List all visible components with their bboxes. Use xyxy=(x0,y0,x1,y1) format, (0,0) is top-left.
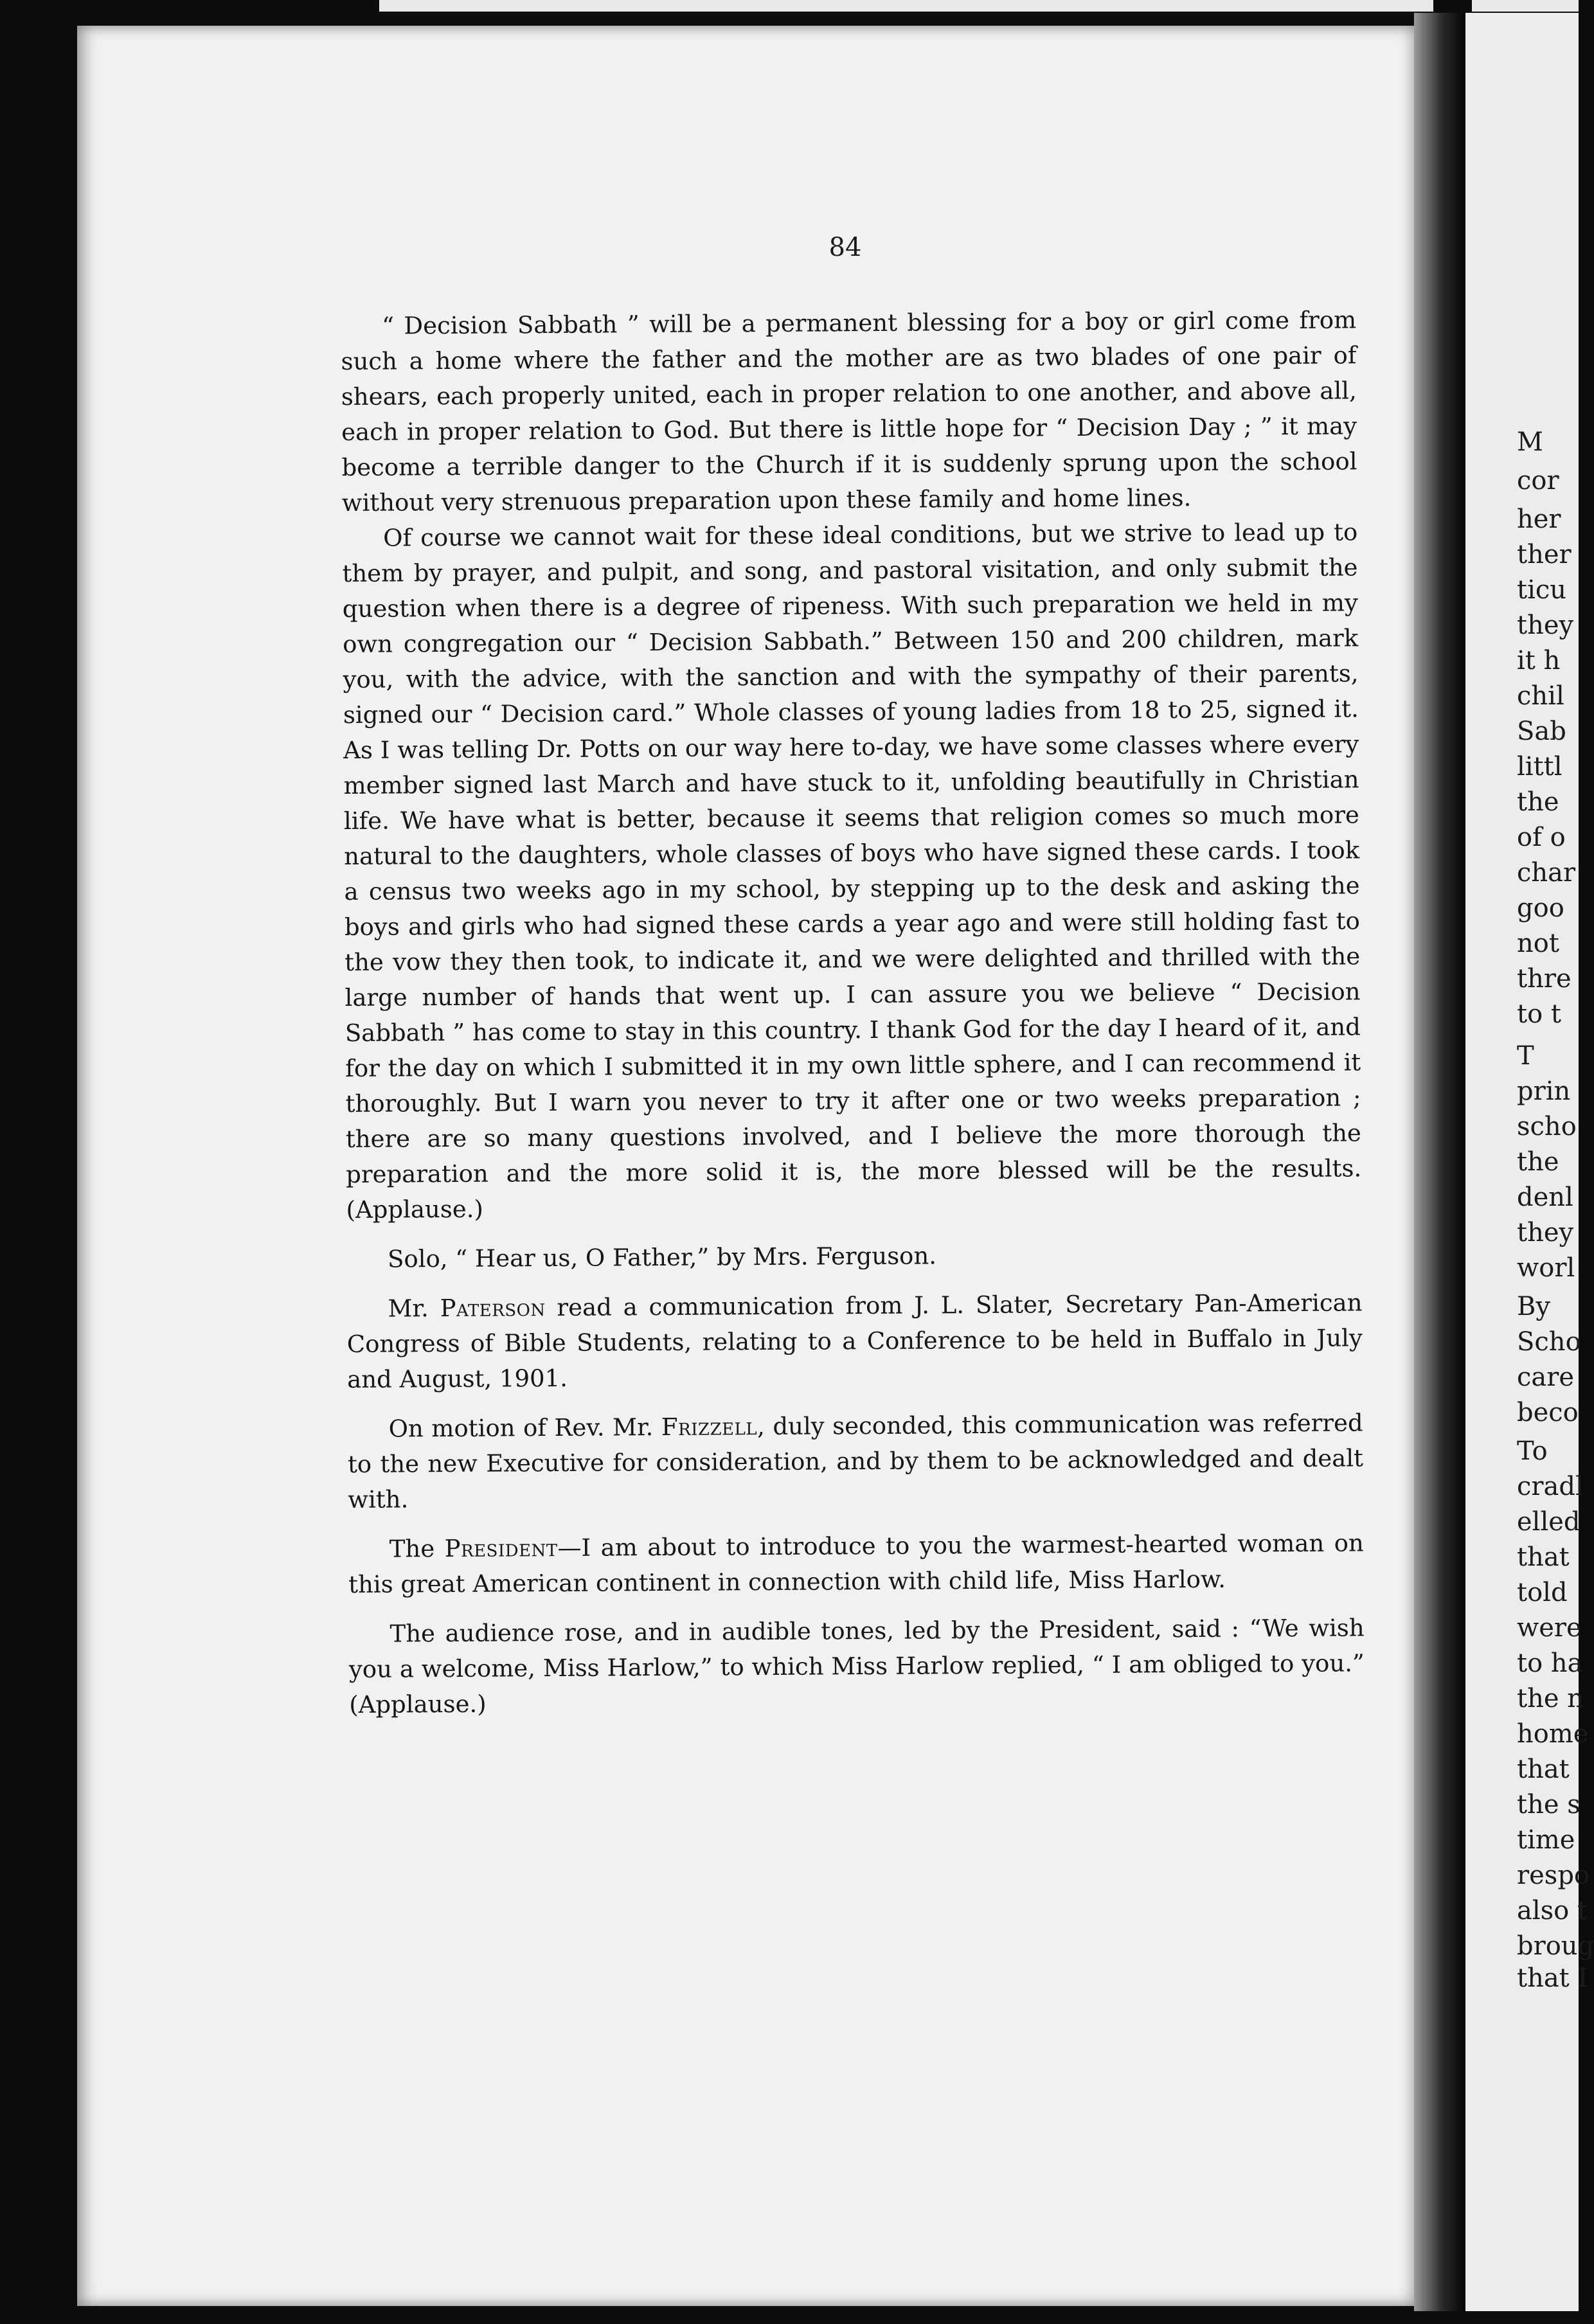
speaker-name: Paterson xyxy=(440,1294,546,1323)
facing-page-line: it h xyxy=(1517,646,1561,675)
facing-page-line: not xyxy=(1517,929,1559,958)
facing-page-line: T xyxy=(1517,1041,1534,1071)
facing-page-line: goo xyxy=(1517,893,1564,923)
facing-page-line: cor xyxy=(1517,466,1559,496)
facing-page-line: respo xyxy=(1517,1861,1590,1890)
facing-page-line: By xyxy=(1517,1292,1550,1321)
facing-page-line: Scho xyxy=(1517,1327,1581,1357)
facing-page-line: home xyxy=(1517,1719,1589,1749)
body-text xyxy=(341,302,1365,1722)
speaker-name: President xyxy=(444,1533,558,1563)
facing-page-line: To xyxy=(1517,1436,1548,1466)
facing-page-line: they xyxy=(1517,1218,1574,1247)
facing-page-line: scho xyxy=(1517,1112,1577,1141)
facing-page-line: littl xyxy=(1517,752,1563,782)
facing-page-line: the n xyxy=(1517,1684,1584,1713)
facing-page-line: they xyxy=(1517,611,1574,640)
paragraph-paterson xyxy=(346,1285,1363,1397)
facing-page-line: time xyxy=(1517,1825,1575,1855)
paragraph-lead: The xyxy=(389,1535,445,1563)
paragraph-lead: On motion of Rev. Mr. xyxy=(388,1413,662,1443)
facing-page-line: elled xyxy=(1517,1507,1581,1537)
paragraph-body: , duly seconded, this communication was referred to the new Executive for consideration, and by them to be acknowledged and dealt with. xyxy=(347,1409,1364,1514)
facing-page-line: ther xyxy=(1517,540,1572,569)
paragraph-preparation: Of course we cannot wait for these ideal conditions, but we strive to lead up to them by prayer, and pulpit, and song, and pastoral visitation, and only submit the question when there is a degree of ripeness. With such preparation we held in my own congregation our “ Decision Sabbath.” Between 150 and 200 children, mark you, with the advice, with the sanction and with the sympathy of their parents, signed our “ Decision card.” Whole classes of young ladies from 18 to 25, signed it. As I was telling Dr. Potts on our way here to-day, we have some classes where every member signed last March and have stuck to it, unfolding beautifully in Christian life. We have what is better, because it seems that religion comes so much more natural to the daughters, whole classes of boys who have signed these cards. I took a census two weeks ago in my school, by stepping up to the desk and asking the boys and girls who had signed these cards a year ago and were still holding fast to the vow they then took, to indicate it, and we were delighted and thrilled with the large number of hands that went up. I can assure you we believe “ Decision Sabbath ” has come to stay in this country. I thank God for the day I heard of it, and for the day on which I submitted it in my own little sphere, and I can recommend it thoroughly. But I warn you never to try it after one or two weeks preparation ; there are so many questions involved, and I believe the more thorough the preparation and the more solid it is, the more blessed will be the results. (Applause.) xyxy=(342,518,1362,1224)
paragraph-body: read a communication from J. L. Slater, Secretary Pan-American Congress of Bible Students, relating to a Conference to be held in Buffalo in July and August, 1901. xyxy=(346,1289,1363,1393)
facing-page-line: thre xyxy=(1517,964,1572,994)
facing-page-line: the s xyxy=(1517,1790,1581,1819)
facing-page-line: denl xyxy=(1517,1183,1573,1212)
facing-page-line: char xyxy=(1517,858,1576,888)
facing-page-line: Sab xyxy=(1517,717,1566,746)
paragraph-president xyxy=(348,1525,1365,1602)
facing-page-line: prin xyxy=(1517,1077,1571,1106)
facing-page-line: to t xyxy=(1517,999,1561,1029)
facing-page-line: that xyxy=(1517,1542,1570,1572)
facing-page-line: told xyxy=(1517,1578,1568,1607)
paragraph-decision-sabbath: “ Decision Sabbath ” will be a permanent blessing for a boy or girl come from such a home where the father and the mother are as two blades of one pair of shears, each properly united, each in proper relation to one another, and above all, each in proper relation to God. But there is little hope for “ Decision Day ; ” it may become a terrible danger to the Church if it is suddenly sprung upon the school without very strenuous preparation upon these family and home lines. xyxy=(341,306,1357,517)
book-spine-shadow xyxy=(1414,13,1465,2311)
paragraph-audience: The audience rose, and in audible tones, led by the President, said : “We wish you a welcome, Miss Harlow,” to which Miss Harlow replied, “ I am obliged to you.” (Applause.) xyxy=(348,1614,1365,1719)
facing-page-line: that xyxy=(1517,1755,1570,1784)
facing-page-line: were xyxy=(1517,1613,1582,1643)
facing-page-line: the xyxy=(1517,1147,1559,1177)
facing-page xyxy=(1465,13,1594,2311)
paragraph-lead: Mr. xyxy=(388,1294,440,1323)
facing-page-line: also t xyxy=(1517,1896,1588,1926)
facing-page-line: chil xyxy=(1517,681,1564,711)
facing-page-line: worl xyxy=(1517,1253,1575,1283)
facing-page-line: to ha xyxy=(1517,1649,1583,1678)
facing-page-line: care xyxy=(1517,1363,1575,1392)
facing-page-line: the xyxy=(1517,787,1559,817)
speaker-name: Frizzell xyxy=(661,1413,758,1441)
facing-page-line: broug xyxy=(1517,1931,1594,1961)
facing-page-line: beco xyxy=(1517,1398,1579,1427)
facing-page-line: that I xyxy=(1517,1963,1588,1993)
scan-edge-strip xyxy=(379,0,1433,12)
paragraph-frizzell xyxy=(347,1405,1363,1517)
scan-edge-strip xyxy=(1472,0,1579,12)
page-number: 84 xyxy=(828,233,862,262)
facing-page-line: M xyxy=(1517,427,1543,457)
facing-page-line: her xyxy=(1517,505,1561,534)
facing-page-line: of o xyxy=(1517,823,1566,852)
paragraph-solo: Solo, “ Hear us, O Father,” by Mrs. Ferguson. xyxy=(387,1242,937,1273)
paragraph-body: —I am about to introduce to you the warmest-hearted woman on this great American continent in connection with child life, Miss Harlow. xyxy=(348,1529,1364,1598)
facing-page-line: cradl xyxy=(1517,1472,1584,1501)
facing-page-line: ticu xyxy=(1517,575,1567,605)
